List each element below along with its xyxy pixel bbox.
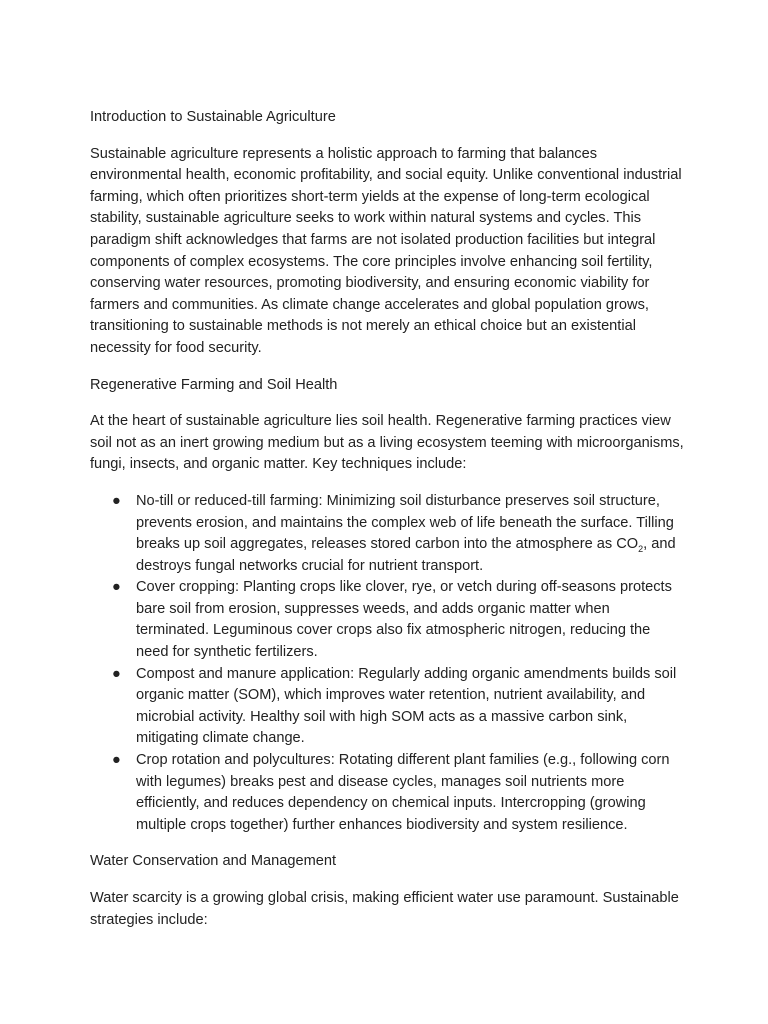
document-page — [90, 107, 686, 946]
soil-techniques-list — [90, 491, 686, 837]
list-item-cover-cropping — [90, 577, 686, 663]
section-heading-intro: Introduction to Sustainable Agriculture — [90, 109, 336, 125]
compost-text: Compost and manure application: Regularly adding organic amendments builds soil organic matter (SOM), which improves water retention, nutrient availability, and microbial activity. Healthy soil with high SOM acts as a massive carbon sink, mitigating climate change. — [136, 665, 677, 747]
section-heading-water: Water Conservation and Management — [90, 853, 337, 870]
list-item-no-till — [90, 491, 686, 577]
water-paragraph: Water scarcity is a growing global crisis, making efficient water use paramount. Sustainable strategies include: — [90, 890, 679, 928]
section-heading-regenerative: Regenerative Farming and Soil Health — [90, 376, 338, 393]
bullet-dot-icon: ● — [112, 492, 121, 509]
list-item-compost — [90, 664, 686, 750]
list-item-crop-rotation — [90, 750, 686, 836]
cover-cropping-text: Cover cropping: Planting crops like clover, rye, or vetch during off-seasons protects bare soil from erosion, suppresses weeds, and adds organic matter when terminated. Leguminous cover crops also fix atmospheric nitrogen, reducing the need for synthetic fertilizers. — [136, 579, 672, 661]
no-till-text: No-till or reduced-till farming: Minimizing soil disturbance preserves soil structure, prevents erosion, and maintains the complex web of life beneath the surface. Tilling breaks up soil aggregates, releases stored carbon into the atmosphere as $CO_2$, and destroys fungal networks crucial for nutrient transport. — [136, 492, 676, 574]
bullet-dot-icon: ● — [112, 579, 121, 596]
intro-paragraph: Sustainable agriculture represents a holistic approach to farming that balances environmental health, economic profitability, and social equity. Unlike conventional industrial farming, which often prioritizes short-term yields at the expense of long-term ecological stability, sustainable agriculture seeks to work within natural systems and cycles. This paradigm shift acknowledges that farms are not isolated production facilities but integral components of complex ecosystems. The core principles involve enhancing soil fertility, conserving water resources, promoting biodiversity, and ensuring economic viability for farmers and communities. As climate change accelerates and global population grows, transitioning to sustainable methods is not merely an ethical choice but an existential necessity for food security. — [90, 145, 682, 356]
bullet-dot-icon: ● — [112, 665, 121, 682]
bullet-dot-icon: ● — [112, 752, 121, 769]
crop-rotation-text: Crop rotation and polycultures: Rotating different plant families (e.g., following corn with legumes) breaks pest and disease cycles, manages soil nutrients more efficiently, and reduces dependency on chemical inputs. Intercropping (growing multiple crops together) further enhances biodiversity and system resilience. — [136, 752, 670, 833]
co2-subscript: 2 — [638, 544, 644, 554]
regenerative-paragraph: At the heart of sustainable agriculture lies soil health. Regenerative farming practices view soil not as an inert growing medium but as a living ecosystem teeming with microorganisms, fungi, insects, and organic matter. Key techniques include: — [90, 413, 684, 473]
